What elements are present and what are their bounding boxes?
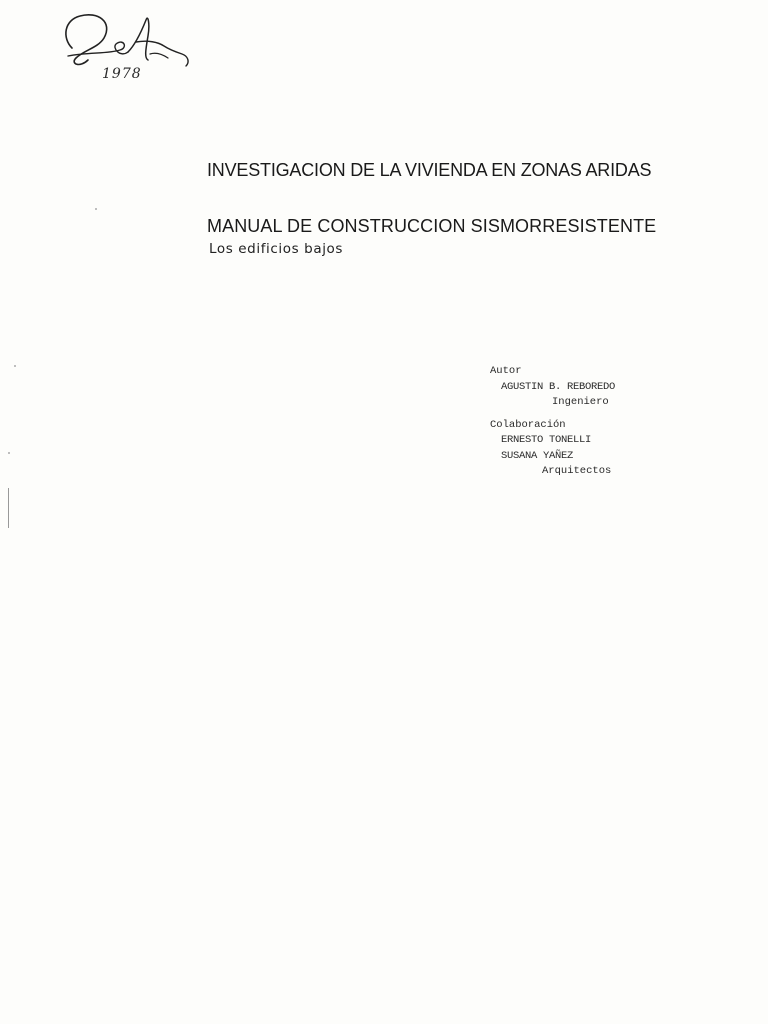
collaborators-role: Arquitectos bbox=[542, 465, 612, 477]
scan-speck bbox=[8, 452, 10, 454]
author-role: Ingeniero bbox=[552, 396, 609, 408]
handwritten-signature bbox=[58, 8, 193, 88]
author-label: Autor bbox=[490, 365, 522, 377]
scan-edge-mark bbox=[8, 488, 9, 528]
signature-year: 1978 bbox=[102, 66, 142, 82]
collaboration-label: Colaboración bbox=[490, 418, 566, 431]
collaborator-name: SUSANA YAÑEZ bbox=[501, 449, 574, 462]
collaborator-name: ERNESTO TONELLI bbox=[501, 434, 592, 446]
author-name: AGUSTIN B. REBOREDO bbox=[501, 380, 616, 393]
document-title-line-2: MANUAL DE CONSTRUCCION SISMORRESISTENTE bbox=[207, 216, 657, 236]
scan-speck bbox=[95, 208, 97, 210]
title-block bbox=[207, 160, 727, 257]
credits-block bbox=[490, 364, 710, 480]
scan-speck bbox=[14, 365, 16, 367]
document-subtitle: Los edificios bajos bbox=[209, 241, 344, 257]
document-title-line-1: INVESTIGACION DE LA VIVIENDA EN ZONAS ARIDAS bbox=[207, 160, 652, 180]
